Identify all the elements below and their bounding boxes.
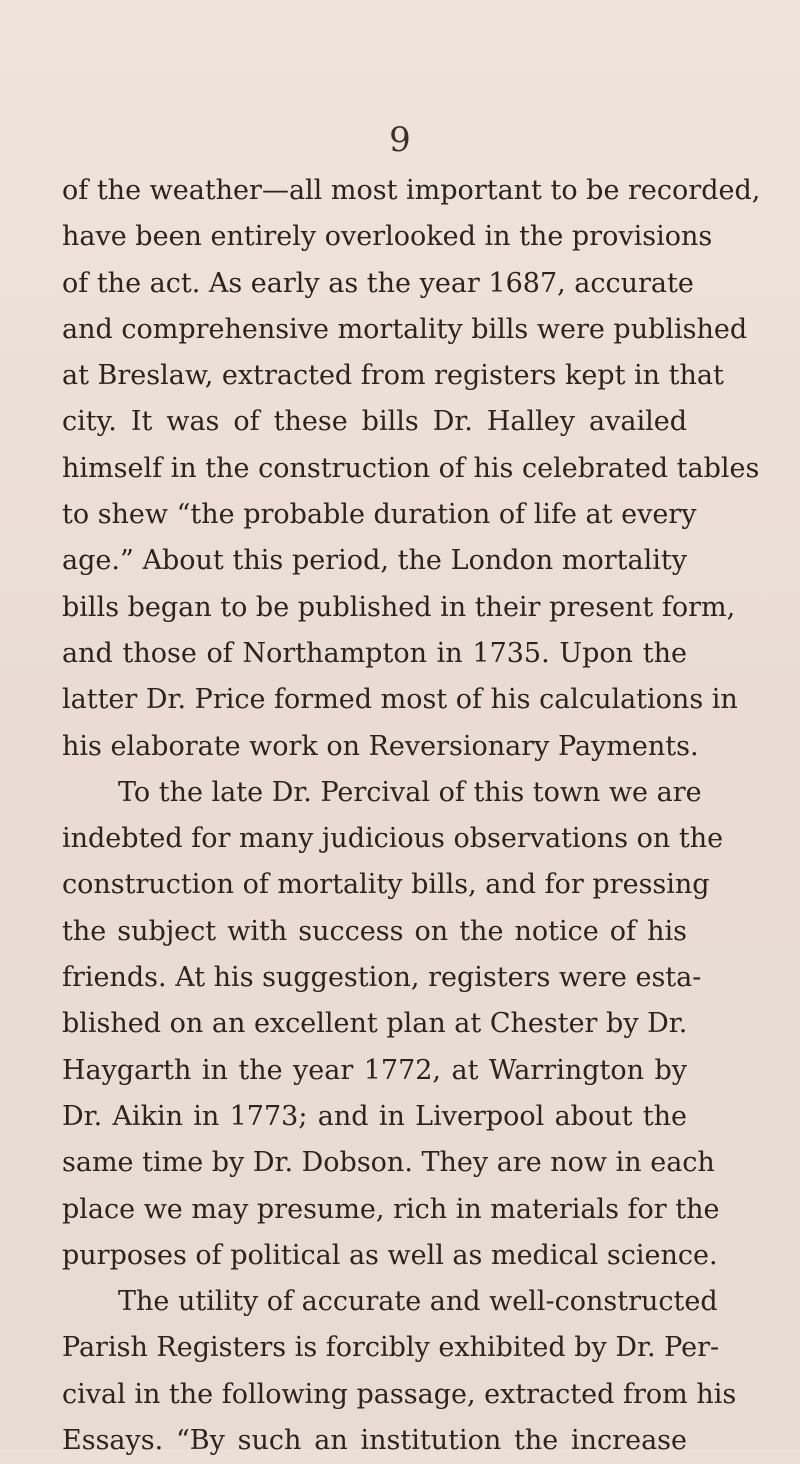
text-line: and comprehensive mortality bills were published: [62, 313, 748, 345]
text-line: have been entirely overlooked in the provisions: [62, 221, 713, 253]
text-line: latter Dr. Price formed most of his calculations in: [62, 684, 738, 716]
text-line: of the weather—all most important to be recorded,: [62, 175, 761, 206]
text-line: friends. At his suggestion, registers were esta-: [62, 962, 702, 994]
text-line: place we may presume, rich in materials for the: [62, 1193, 720, 1225]
text-line: bills began to be published in their present form,: [62, 591, 736, 623]
text-line: purposes of political as well as medical science.: [62, 1239, 718, 1271]
text-line: of the act. As early as the year 1687, accurate: [62, 267, 694, 299]
page-number: 9: [389, 120, 411, 160]
text-line: blished on an excellent plan at Chester by Dr.: [62, 1008, 688, 1040]
text-line: indebted for many judicious observations on the: [62, 823, 724, 855]
text-line: The utility of accurate and well-constructed: [118, 1286, 718, 1318]
text-line: cival in the following passage, extracted from his: [62, 1378, 737, 1410]
text-line: to shew “the probable duration of life at every: [62, 499, 697, 531]
text-line: age.” About this period, the London mortality: [62, 545, 687, 577]
body-text: [62, 168, 761, 1464]
text-line: city. It was of these bills Dr. Halley availed: [62, 406, 687, 438]
text-line: his elaborate work on Reversionary Payments.: [62, 730, 699, 762]
text-line: To the late Dr. Percival of this town we are: [118, 776, 702, 808]
text-line: construction of mortality bills, and for pressing: [62, 869, 710, 901]
text-line: the subject with success on the notice of his: [62, 915, 687, 947]
text-line: Parish Registers is forcibly exhibited by Dr. Per-: [62, 1332, 720, 1364]
text-line: Essays. “By such an institution the increase: [62, 1425, 687, 1457]
text-line: himself in the construction of his celebrated tables: [62, 452, 760, 484]
text-line: Dr. Aikin in 1773; and in Liverpool about the: [62, 1100, 687, 1132]
text-line: same time by Dr. Dobson. They are now in each: [62, 1147, 715, 1179]
text-line: at Breslaw, extracted from registers kept in that: [62, 360, 724, 392]
text-line: and those of Northampton in 1735. Upon the: [62, 637, 687, 669]
text-line: Haygarth in the year 1772, at Warrington by: [62, 1054, 687, 1086]
